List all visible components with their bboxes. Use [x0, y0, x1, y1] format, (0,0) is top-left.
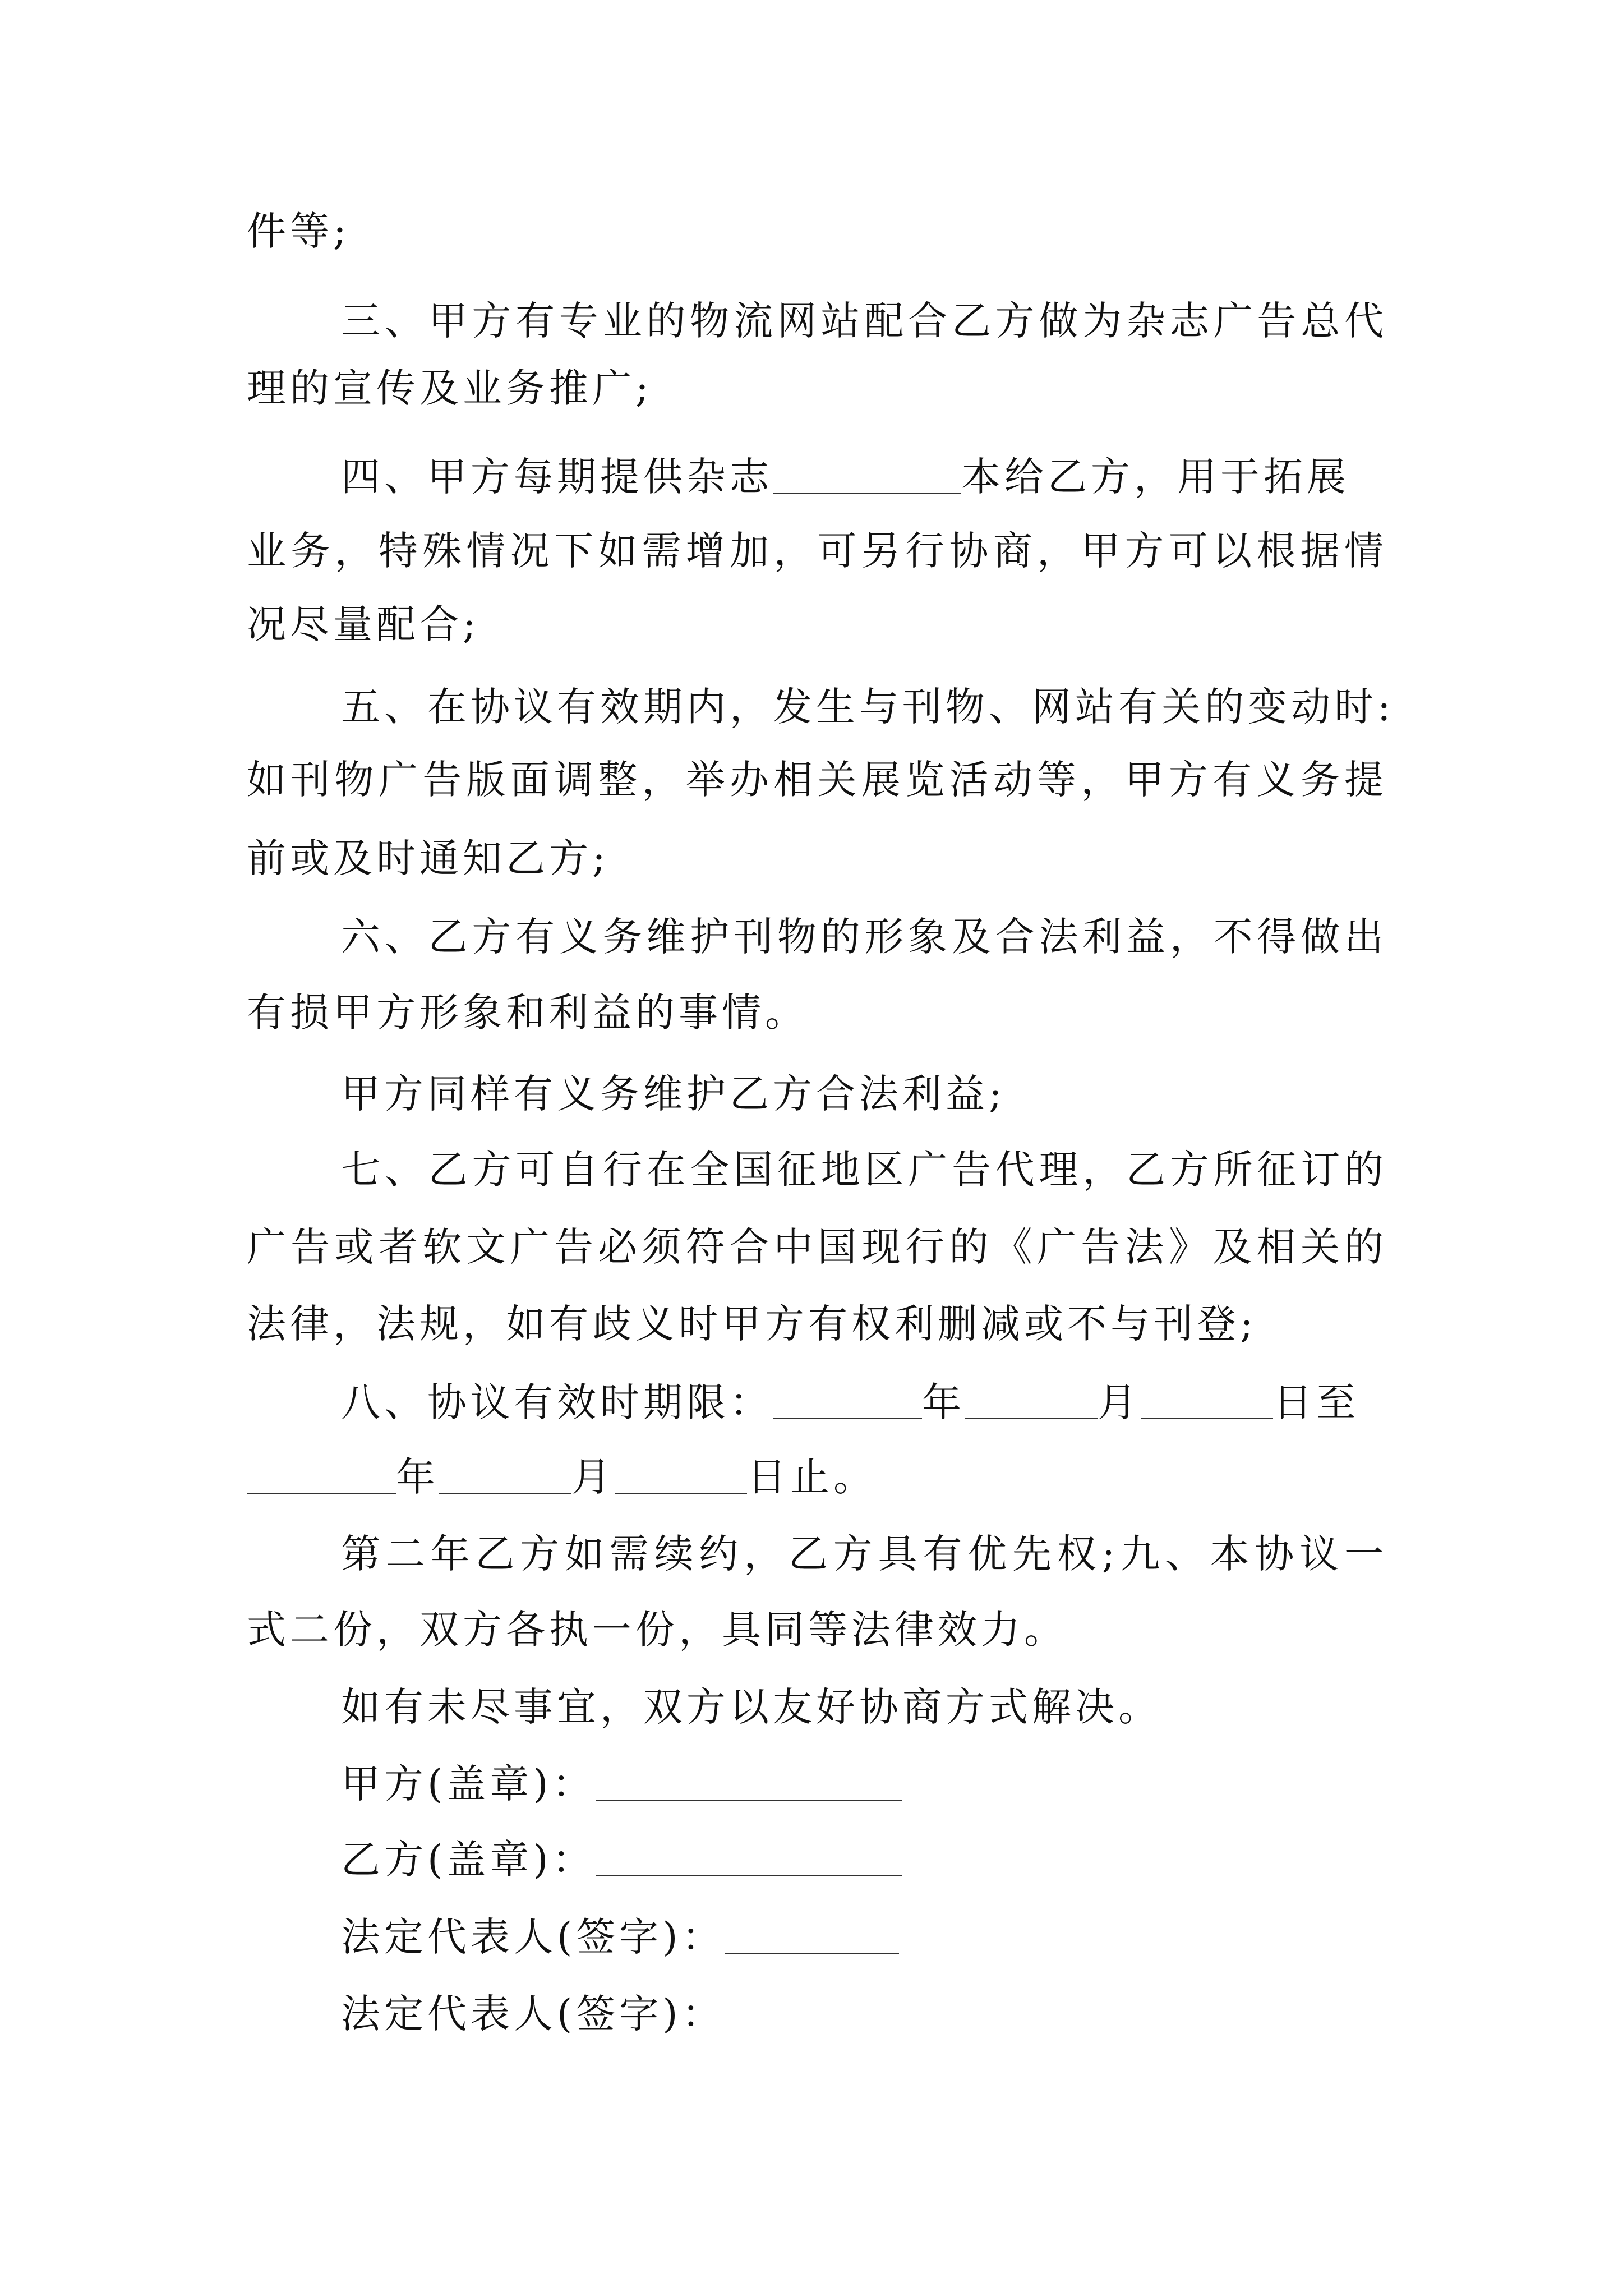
text-run: 六、乙方有义务维护刊物的形象及合法利益，不得做出	[341, 914, 1387, 960]
clause-8-line	[341, 1369, 1387, 1436]
legal-rep-signature-line	[341, 1980, 1387, 2047]
text-line	[247, 355, 1387, 422]
clause-3-line	[341, 287, 1387, 355]
text-line	[247, 979, 1387, 1046]
text-run: 日至	[1273, 1379, 1359, 1425]
text-run: 年	[396, 1454, 439, 1500]
clause-9-line	[341, 1520, 1387, 1588]
text-line	[247, 1596, 1387, 1663]
text-run: 如刊物广告版面调整，举办相关展览活动等，甲方有义务提	[247, 757, 1387, 803]
text-line	[247, 1213, 1387, 1281]
fill-in-blank	[773, 459, 961, 494]
text-run: 法律，法规，如有歧义时甲方有权利删减或不与刊登;	[247, 1301, 1257, 1347]
text-line	[247, 1443, 1387, 1511]
legal-rep-signature-line	[341, 1903, 1387, 1971]
clause-7-line	[341, 1136, 1387, 1203]
text-run: 前或及时通知乙方;	[247, 835, 610, 881]
month-blank	[439, 1459, 571, 1494]
text-line	[247, 746, 1387, 813]
text-line	[341, 1060, 1387, 1128]
signature-blank	[725, 1919, 899, 1954]
text-line	[247, 591, 1387, 658]
text-run: 如有未尽事宜，双方以友好协商方式解决。	[341, 1684, 1161, 1730]
text-run: 甲方同样有义务维护乙方合法利益;	[341, 1071, 1006, 1117]
text-run: 业务，特殊情况下如需增加，可另行协商，甲方可以根据情	[247, 528, 1387, 574]
text-run: 三、甲方有专业的物流网站配合乙方做为杂志广告总代	[341, 298, 1387, 344]
text-run: 广告或者软文广告必须符合中国现行的《广告法》及相关的	[247, 1224, 1387, 1270]
signature-blank	[596, 1842, 902, 1876]
text-run: 月	[571, 1454, 615, 1500]
text-run: 法定代表人(签字)：	[341, 1991, 725, 2037]
text-line	[247, 1290, 1387, 1358]
day-blank	[615, 1459, 747, 1494]
text-line	[341, 1673, 1387, 1741]
text-line	[247, 825, 1387, 892]
party-b-seal-line	[341, 1826, 1387, 1893]
clause-6-line	[341, 903, 1387, 970]
text-run: 七、乙方可自行在全国征地区广告代理，乙方所征订的	[341, 1147, 1387, 1193]
text-run: 理的宣传及业务推广;	[247, 365, 653, 411]
clause-5-line	[341, 673, 1395, 740]
text-run: 五、在协议有效期内，发生与刊物、网站有关的变动时:	[341, 684, 1395, 730]
text-run: 四、甲方每期提供杂志	[341, 454, 773, 500]
clause-4-line	[341, 443, 1387, 510]
text-line	[247, 197, 1387, 265]
text-run: 本给乙方，用于拓展	[961, 454, 1350, 500]
text-run: 件等;	[247, 208, 351, 254]
text-run: 月	[1098, 1379, 1141, 1425]
text-run: 法定代表人(签字)：	[341, 1914, 725, 1960]
text-run: 八、协议有效时期限：	[341, 1379, 773, 1425]
text-run: 式二份，双方各执一份，具同等法律效力。	[247, 1607, 1067, 1653]
text-line	[247, 517, 1387, 585]
day-blank	[1141, 1384, 1273, 1419]
text-run: 日止。	[747, 1454, 877, 1500]
signature-blank	[596, 1766, 902, 1801]
year-blank	[247, 1459, 396, 1494]
year-blank	[773, 1384, 922, 1419]
text-run: 有损甲方形象和利益的事情。	[247, 990, 808, 1036]
text-run: 乙方(盖章)：	[341, 1837, 596, 1883]
text-run: 况尽量配合;	[247, 601, 480, 647]
party-a-seal-line	[341, 1750, 1387, 1818]
text-run: 第二年乙方如需续约，乙方具有优先权;九、本协议一	[341, 1531, 1387, 1577]
month-blank	[965, 1384, 1098, 1419]
text-run: 甲方(盖章)：	[341, 1761, 596, 1807]
text-run: 年	[922, 1379, 965, 1425]
